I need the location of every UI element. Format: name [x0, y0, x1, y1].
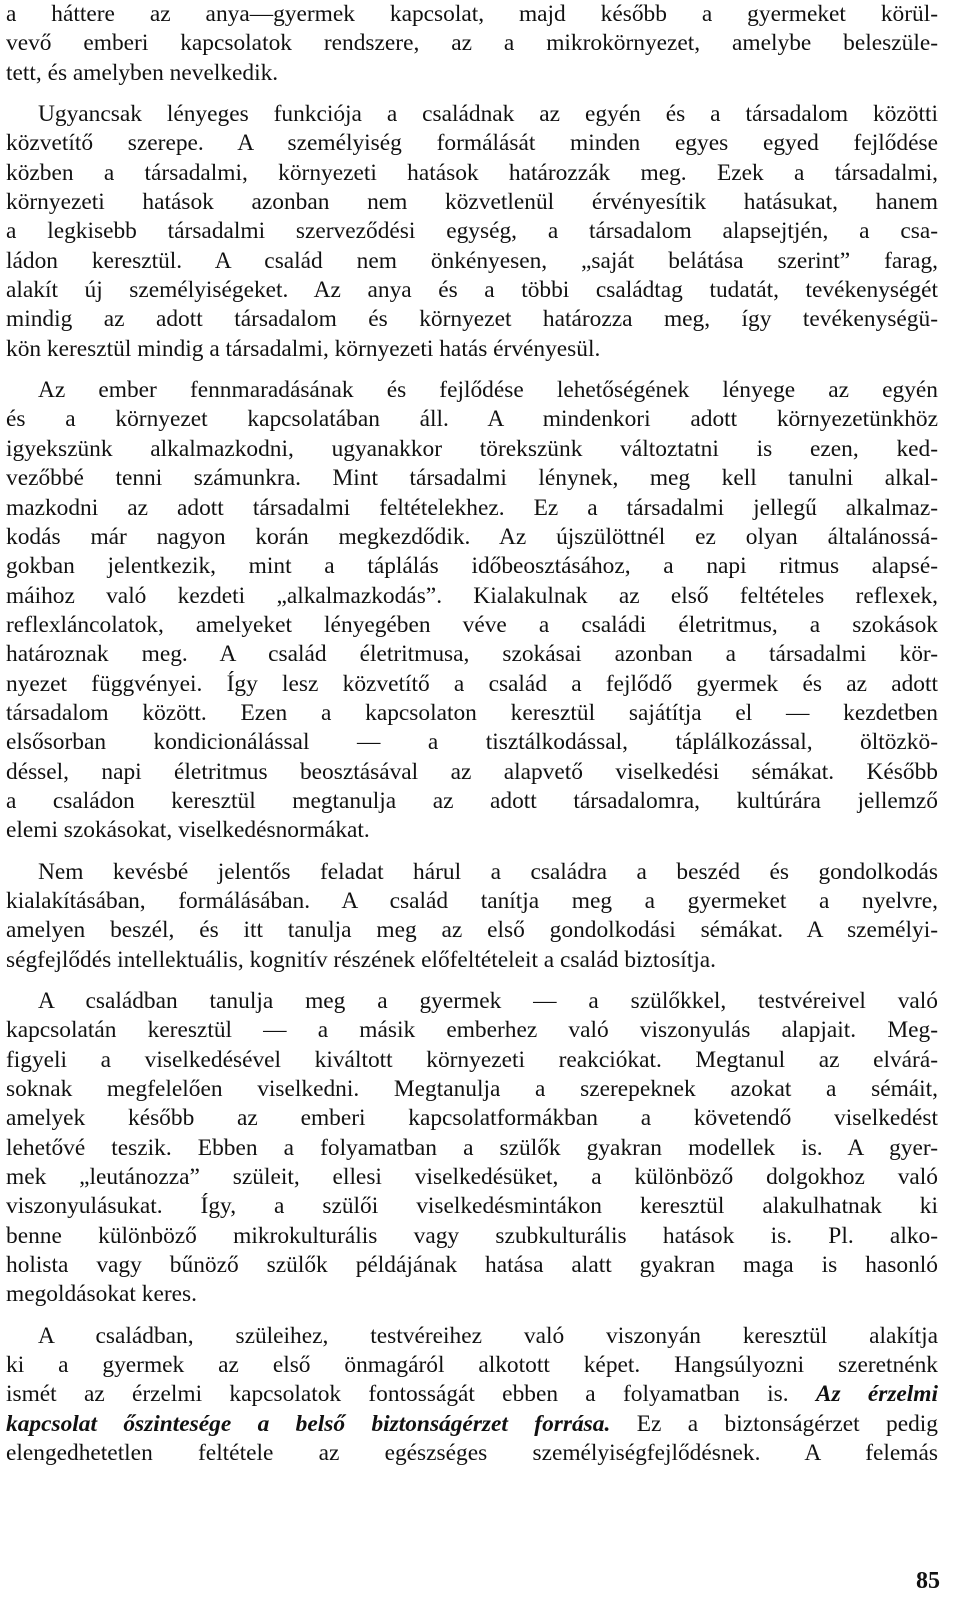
text-line: ládon keresztül. A család nem önkényesen, „saját belátása szerint” farag, — [6, 247, 938, 274]
text-line: nyezet függvényei. Így lesz közvetítő a család a fejlődő gyermek és az adott — [6, 670, 938, 697]
text-line: környezeti hatások azonban nem közvetlenül érvényesítik hatásukat, hanem — [6, 189, 938, 216]
text-line: soknak megfelelően viselkedni. Megtanulja a szerepeknek azokat a sémáit, — [6, 1076, 938, 1103]
text-line: A családban, szüleihez, testvéreihez való viszonyán keresztül alakítja — [38, 1322, 938, 1349]
page-body — [6, 0, 938, 1469]
text-line: közben a társadalmi, környezeti hatások határozzák meg. Ezek a társadalmi, — [6, 159, 938, 186]
text-line: elsősorban kondicionálással — a tisztálkodással, táplálkozással, öltözkö- — [6, 729, 938, 756]
text-line: holista vagy bűnöző szülők példájának hatása alatt gyakran maga is hasonló — [6, 1252, 938, 1279]
paragraph-gap — [6, 364, 938, 376]
text-line: kodás már nagyon korán megkezdődik. Az újszülöttnél ez olyan általánossá- — [6, 523, 938, 550]
text-line: mindig az adott társadalom és környezet határozza meg, így tevékenységü- — [6, 306, 938, 333]
text-line: gokban jelentkezik, mint a táplálás időbeosztásához, a napi ritmus alapsé- — [6, 553, 938, 580]
text-line: a legkisebb társadalmi szerveződési egység, a társadalom alapsejtjén, a csa- — [6, 218, 938, 245]
text-line: reflexláncolatok, amelyeket lényegében véve a családi életritmus, a szokások — [6, 611, 938, 638]
text-line: viszonyulásukat. Így, a szülői viselkedésmintákon keresztül alakulhatnak ki — [6, 1193, 938, 1220]
text-line: mazkodni az adott társadalmi feltételekhez. Ez a társadalmi jellegű alkalmaz- — [6, 494, 938, 521]
paragraph-gap — [6, 846, 938, 858]
paragraph — [6, 858, 938, 975]
text-line — [6, 1380, 938, 1409]
paragraph-gap — [6, 975, 938, 987]
emphasized-text: kapcsolat őszintesége a belső biztonságérzet forrása. — [6, 1410, 611, 1437]
page-number: 85 — [916, 1568, 940, 1594]
text-line: a háttere az anya—gyermek kapcsolat, majd később a gyermeket körül- — [6, 1, 938, 27]
text-line — [6, 1410, 938, 1439]
text-line: közvetítő szerepe. A személyiség formálását minden egyes egyed fejlődése — [6, 130, 938, 157]
text-line: kialakításában, formálásában. A család tanítja meg a gyermeket a nyelvre, — [6, 887, 938, 914]
text-line: kapcsolatán keresztül — a másik emberhez való viszonyulás alapjait. Meg- — [6, 1017, 938, 1044]
text-line: amelyek később az emberi kapcsolatformákban a követendő viselkedést — [6, 1105, 938, 1132]
text-line: megoldásokat keres. — [6, 1281, 197, 1308]
paragraph-final — [6, 1322, 938, 1469]
text-line: alakít új személyiségeket. Az anya és a többi családtag tudatát, tevékenységét — [6, 277, 938, 304]
text-line: igyekszünk alkalmazkodni, ugyanakkor törekszünk változtatni is ezen, ked- — [6, 435, 938, 462]
text-line: tett, és amelyben nevelkedik. — [6, 59, 279, 86]
text-line: Az ember fennmaradásának és fejlődése lehetőségének lényege az egyén — [38, 377, 938, 404]
text-line: máihoz való kezdeti „alkalmazkodás”. Kialakulnak az első feltételes reflexek, — [6, 582, 938, 609]
text-line: lehetővé teszik. Ebben a folyamatban a szülők gyakran modellek is. A gyer- — [6, 1134, 938, 1161]
text-line: határoznak meg. A család életritmusa, szokásai azonban a társadalmi kör- — [6, 641, 938, 668]
text-line: vevő emberi kapcsolatok rendszere, az a mikrokörnyezet, amelybe beleszüle- — [6, 30, 938, 57]
text-segment: Ez a biztonságérzet pedig — [610, 1410, 938, 1437]
text-line: déssel, napi életritmus beosztásával az alapvető viselkedési sémákat. Később — [6, 758, 938, 785]
text-line: kön keresztül mindig a társadalmi, környezeti hatás érvényesül. — [6, 335, 601, 362]
text-line: elemi szokásokat, viselkedésnormákat. — [6, 817, 370, 844]
text-line: a családon keresztül megtanulja az adott társadalomra, kultúrára jellemző — [6, 787, 938, 814]
paragraph — [6, 376, 938, 846]
emphasized-text: Az érzelmi — [815, 1381, 938, 1408]
text-line: figyeli a viselkedésével kiváltott környezeti reakciókat. Megtanul az elvárá- — [6, 1046, 938, 1073]
paragraph-gap — [6, 88, 938, 100]
paragraph — [6, 0, 938, 88]
text-line: amelyen beszél, és itt tanulja meg az első gondolkodási sémákat. A személyi- — [6, 917, 938, 944]
text-line: elengedhetetlen feltétele az egészséges személyiségfejlődésnek. A felemás — [6, 1440, 938, 1467]
text-line: társadalom között. Ezen a kapcsolaton keresztül sajátítja el — kezdetben — [6, 699, 938, 726]
text-line: mek „leutánozza” szüleit, ellesi viselkedésüket, a különböző dolgokhoz való — [6, 1164, 938, 1191]
paragraph — [6, 100, 938, 364]
text-line: Nem kevésbé jelentős feladat hárul a családra a beszéd és gondolkodás — [38, 858, 938, 885]
text-line: A családban tanulja meg a gyermek — a szülőkkel, testvéreivel való — [38, 988, 938, 1014]
text-segment: ismét az érzelmi kapcsolatok fontosságát ebben a folyamatban is. — [6, 1381, 816, 1408]
paragraph — [6, 987, 938, 1310]
text-line: ki a gyermek az első önmagáról alkotott képet. Hangsúlyozni szeretnénk — [6, 1352, 938, 1379]
text-line: vezőbbé tenni számunkra. Mint társadalmi lénynek, meg kell tanulni alkal- — [6, 465, 938, 492]
text-line: benne különböző mikrokulturális vagy szubkulturális hatások is. Pl. alko- — [6, 1222, 938, 1249]
text-line: ségfejlődés intellektuális, kognitív részének előfeltételeit a család biztosítja. — [6, 946, 716, 973]
paragraph-gap — [6, 1310, 938, 1322]
text-line: Ugyancsak lényeges funkciója a családnak az egyén és a társadalom közötti — [38, 101, 938, 128]
text-line: és a környezet kapcsolatában áll. A mindenkori adott környezetünkhöz — [6, 406, 938, 433]
